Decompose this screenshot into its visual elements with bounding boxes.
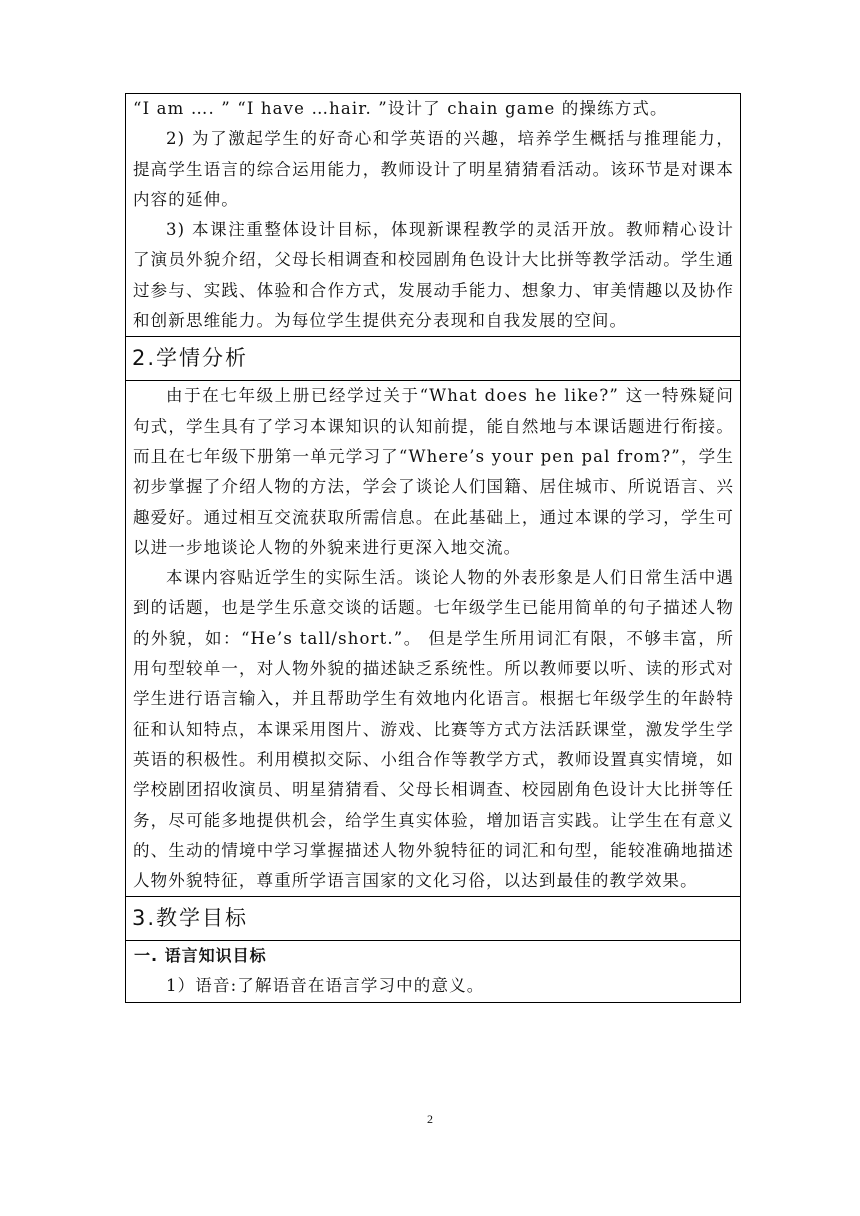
section1-row (126, 94, 740, 336)
paragraph: “I am …. ” “I have …hair. ”设计了 chain game 的操练方式。 (133, 99, 668, 118)
section1-body (126, 94, 740, 336)
section2-row (126, 380, 740, 896)
lesson-plan-table (125, 93, 741, 1003)
section2-body (126, 381, 740, 896)
paragraph: 由于在七年级上册已经学过关于“What does he like?” 这一特殊疑问句式，学生具有了学习本课知识的认知前提，能自然地与本课话题进行衔接。而且在七年级下册第一单元学习了“Where’s your pen pal from?”，学生初步掌握了介绍人物的方法，学会了谈论人们国籍、居住城市、所说语言、兴趣爱好。通过相互交流获取所需信息。在此基础上，通过本课的学习，学生可以进一步地谈论人物的外貌来进行更深入地交流。 (133, 386, 734, 557)
section-title: 3.教学目标 (132, 906, 249, 931)
section-title: 2.学情分析 (132, 346, 249, 371)
section3-row (126, 940, 740, 1001)
objective-line (126, 971, 740, 1001)
section3-heading-row (126, 896, 740, 940)
paragraph: 3) 本课注重整体设计目标，体现新课程教学的灵活开放。教师精心设计了演员外貌介绍，父母长相调查和校园剧角色设计大比拼等教学活动。学生通过参与、实践、体验和合作方式，发展动手能力、想象力、审美情趣以及协作和创新思维能力。为每位学生提供充分表现和自我发展的空间。 (133, 220, 734, 331)
section2-heading-row (126, 336, 740, 380)
paragraph: 本课内容贴近学生的实际生活。谈论人物的外表形象是人们日常生活中遇到的话题，也是学生乐意交谈的话题。七年级学生已能用简单的句子描述人物的外貌，如：“He’s tall/short.”。 但是学生所用词汇有限，不够丰富，所用句型较单一，对人物外貌的描述缺乏系统性。所以教师要以听、读的形式对学生进行语言输入，并且帮助学生有效地内化语言。根据七年级学生的年龄特征和认知特点，本课采用图片、游戏、比赛等方式方法活跃课堂，激发学生学英语的积极性。利用模拟交际、小组合作等教学方式，教师设置真实情境，如学校剧团招收演员、明星猜猜看、父母长相调查、校园剧角色设计大比拼等任务，尽可能多地提供机会，给学生真实体验，增加语言实践。让学生在有意义的、生动的情境中学习掌握描述人物外貌特征的词汇和句型，能较准确地描述人物外貌特征，尊重所学语言国家的文化习俗，以达到最佳的教学效果。 (133, 568, 734, 891)
page-number: 2 (427, 1112, 433, 1126)
paragraph: 1）语音:了解语音在语言学习中的意义。 (166, 976, 485, 996)
paragraph: 2) 为了激起学生的好奇心和学英语的兴趣，培养学生概括与推理能力，提高学生语言的综合运用能力，教师设计了明星猜猜看活动。该环节是对课本内容的延伸。 (133, 129, 734, 209)
subheading: 一. 语言知识目标 (134, 946, 267, 966)
